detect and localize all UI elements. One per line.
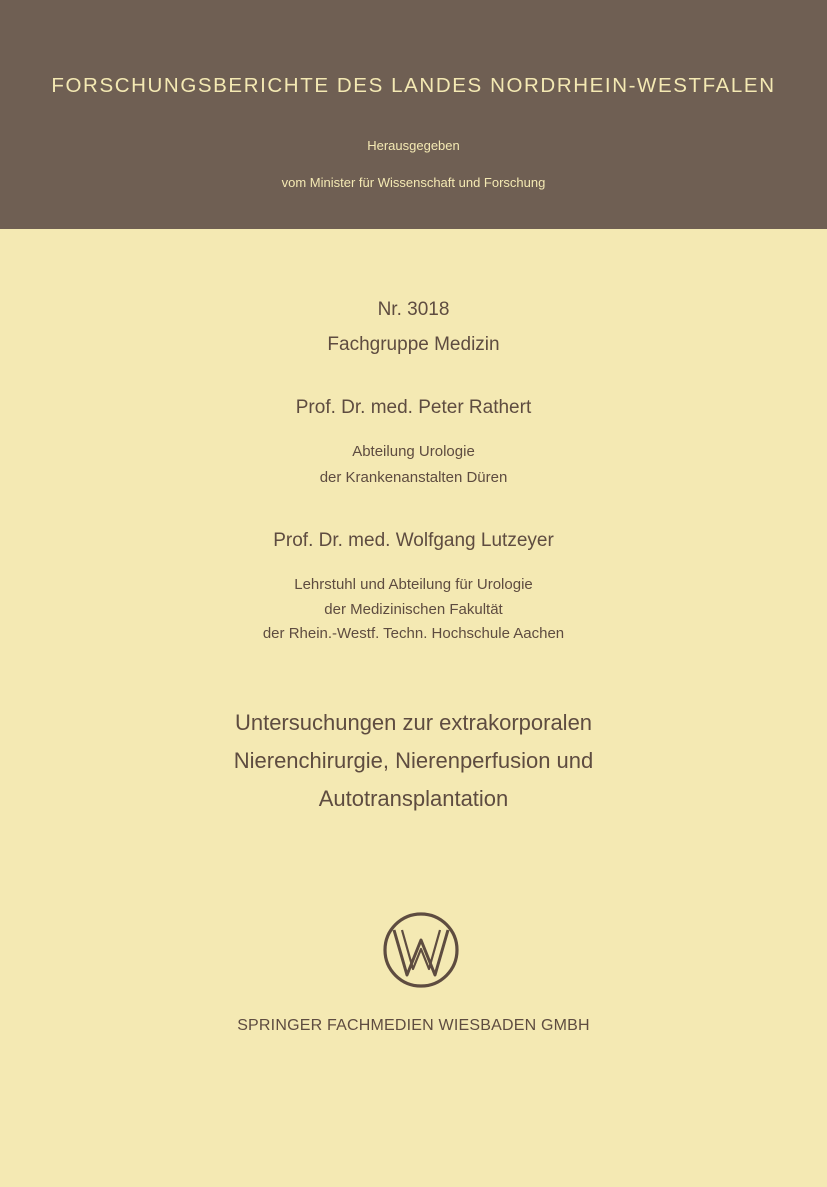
book-title-line: Nierenchirurgie, Nierenperfusion und: [233, 748, 594, 773]
ww-monogram-logo-icon: [382, 911, 460, 989]
editor-line-1: Herausgegeben: [367, 138, 460, 153]
author-name-2: Prof. Dr. med. Wolfgang Lutzeyer: [273, 530, 554, 551]
author-1-affiliation-line: Abteilung Urologie: [352, 443, 475, 460]
author-2-affiliation-line: der Medizinischen Fakultät: [324, 601, 503, 618]
series-title: FORSCHUNGSBERICHTE DES LANDES NORDRHEIN-WESTFALEN: [51, 74, 776, 97]
book-title-line: Untersuchungen zur extrakorporalen: [234, 710, 593, 735]
subject-group: Fachgruppe Medizin: [327, 334, 500, 355]
book-title-line: Autotransplantation: [318, 786, 509, 811]
author-1-affiliation-line: der Krankenanstalten Düren: [319, 469, 508, 486]
issue-number: Nr. 3018: [377, 299, 450, 320]
series-header-band: [0, 0, 827, 229]
editor-line-2: vom Minister für Wissenschaft und Forschung: [281, 175, 546, 190]
publisher-name: SPRINGER FACHMEDIEN WIESBADEN GMBH: [237, 1017, 590, 1034]
author-name-1: Prof. Dr. med. Peter Rathert: [295, 397, 532, 418]
author-2-affiliation-line: Lehrstuhl und Abteilung für Urologie: [294, 576, 533, 593]
author-2-affiliation-line: der Rhein.-Westf. Techn. Hochschule Aachen: [262, 625, 565, 642]
